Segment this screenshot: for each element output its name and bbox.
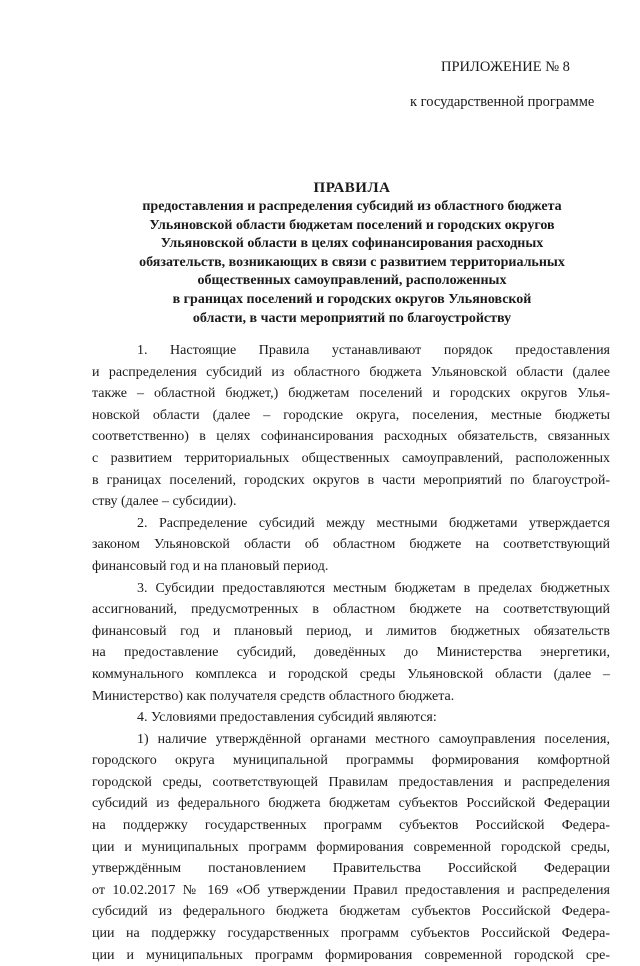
body-line: финансовый год и плановый период, и лимитов бюджетных обязательств <box>92 623 610 639</box>
body-line: финансовый год и на плановый период. <box>92 558 329 574</box>
body-line: ству (далее – субсидии). <box>92 494 237 510</box>
body-line: коммунального комплекса и городской среды Ульяновской области (далее – <box>92 666 610 682</box>
title-line: обязательств, возникающих в связи с развитием территориальных <box>139 254 565 270</box>
body-line: новской области (далее – городские округа, поселения, местные бюджеты <box>92 407 610 423</box>
body-line: Министерство) как получателя средств областного бюджета. <box>92 688 455 704</box>
title-line: предоставления и распределения субсидий из областного бюджета <box>142 199 562 214</box>
body-line: 4. Условиями предоставления субсидий являются: <box>137 710 437 726</box>
appendix-number: ПРИЛОЖЕНИЕ № 8 <box>441 59 570 75</box>
body-line: на поддержку государственных программ субъектов Российской Федера- <box>92 818 610 834</box>
body-line: также – областной бюджет,) бюджетам поселений и городских округов Улья- <box>92 386 610 402</box>
body-line: ции и муниципальных программ формирования современной городской сре- <box>92 947 610 963</box>
title-line: Ульяновской области в целях софинансирования расходных <box>160 236 544 252</box>
title-line: области, в части мероприятий по благоустройству <box>192 310 512 326</box>
body-line: ции на поддержку государственных программ субъектов Российской Федера- <box>92 926 610 942</box>
document-title <box>92 178 612 328</box>
body-line: субсидий из федерального бюджета бюджетам субъектов Российской Федерации <box>92 796 610 812</box>
body-line: 1. Настоящие Правила устанавливают порядок предоставления <box>137 343 610 358</box>
body-line: от 10.02.2017 № 169 «Об утверждении Правил предоставления и распределения <box>92 882 610 898</box>
body-line: с развитием территориальных общественных самоуправлений, расположенных <box>92 450 610 466</box>
body-line: субсидий из федерального бюджета бюджетам субъектов Российской Федера- <box>92 904 610 920</box>
body-line: ассигнований, предусмотренных в областном бюджете на соответствующий <box>92 602 610 618</box>
body-line: и распределения субсидий из областного бюджета Ульяновской области (далее <box>92 364 610 380</box>
appendix-subtitle: к государственной программе <box>410 94 595 110</box>
body-line: 1) наличие утверждённой органами местного самоуправления поселения, <box>137 731 610 747</box>
title-main: ПРАВИЛА <box>313 180 391 196</box>
title-line: в границах поселений и городских округов Ульяновской <box>172 291 532 307</box>
body-line: утверждённым постановлением Правительства Российской Федерации <box>92 861 610 877</box>
title-line: общественных самоуправлений, расположенных <box>197 273 507 289</box>
document-body <box>92 340 610 966</box>
body-line: ции и муниципальных программ формирования современной городской среды, <box>92 839 610 855</box>
body-line: в границах поселений, городских округов в части мероприятий по благоустрой- <box>92 472 610 488</box>
body-line: на предоставление субсидий, доведённых до Министерства энергетики, <box>92 645 610 661</box>
body-line: 2. Распределение субсидий между местными бюджетами утверждается <box>137 515 610 531</box>
body-line: городского округа муниципальной программы формирования комфортной <box>92 753 610 769</box>
body-line: соответственно) в целях софинансирования расходных обязательств, связанных <box>92 429 610 445</box>
title-line: Ульяновской области бюджетам поселений и городских округов <box>149 217 555 233</box>
body-line: законом Ульяновской области об областном бюджете на соответствующий <box>92 537 610 553</box>
body-line: городской среды, соответствующей Правилам предоставления и распределения <box>92 774 610 790</box>
body-line: 3. Субсидии предоставляются местным бюджетам в пределах бюджетных <box>137 580 610 596</box>
